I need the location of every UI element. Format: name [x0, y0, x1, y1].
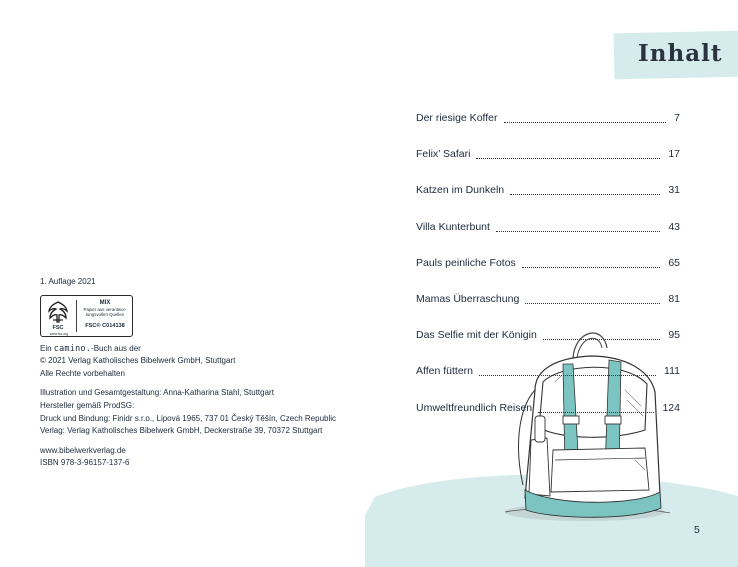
book-from-prefix: Ein: [40, 343, 54, 353]
toc-entry[interactable]: [416, 329, 682, 347]
book-from-line: [40, 343, 360, 356]
toc-entry[interactable]: [416, 221, 682, 239]
toc-entry-page: 65: [668, 256, 680, 269]
toc-leader-dots: [479, 373, 656, 376]
illustration-credit: Illustration und Gesamtgestaltung: Anna-Katharina Stahl, Stuttgart: [40, 388, 274, 398]
toc-entry-title: Mamas Überraschung: [416, 293, 520, 305]
fsc-code: FSC® C014138: [85, 322, 125, 329]
toc-entry-title: Pauls peinliche Fotos: [416, 256, 516, 269]
toc-entry-page: 7: [674, 112, 680, 124]
page-title: Inhalt: [638, 40, 723, 67]
toc-entry-page: 81: [668, 293, 680, 305]
fsc-paper-text: [78, 307, 132, 317]
toc-entry[interactable]: [416, 293, 682, 311]
toc-leader-dots: [496, 229, 660, 232]
book-from-suffix: -Buch aus der: [91, 343, 141, 353]
toc-entry-title: Der riesige Koffer: [416, 112, 498, 124]
toc-leader-dots: [543, 337, 660, 340]
fsc-paper-line2: tungsvollen Quellen: [85, 311, 125, 317]
toc-entry[interactable]: [416, 257, 682, 275]
imprint-block: [40, 276, 360, 470]
toc-entry[interactable]: [416, 402, 682, 420]
print-text: Druck und Bindung: Finidr s.r.o., Lipová 1965, 737 01 Český Těšín, Czech Republic: [40, 413, 337, 423]
toc-leader-dots: [538, 410, 654, 413]
toc-leader-dots: [504, 120, 666, 123]
fsc-logo: [40, 295, 133, 337]
fsc-tree-icon: [46, 300, 70, 326]
toc-entry-page: 111: [664, 365, 680, 378]
toc-entry-title: Villa Kunterbunt: [416, 220, 490, 233]
camino-brand: camino.: [53, 343, 92, 354]
toc-leader-dots: [510, 192, 660, 195]
rights-text: Alle Rechte vorbehalten: [40, 368, 125, 378]
fsc-www: www.fsc.org: [49, 331, 69, 336]
toc-entry-title: Affen füttern: [416, 365, 474, 378]
toc-entry-page: 31: [668, 184, 680, 197]
edition-text: 1. Auflage 2021: [40, 277, 96, 286]
toc-leader-dots: [525, 301, 660, 304]
toc-entry-page: 17: [668, 148, 680, 161]
website-link[interactable]: www.bibelwerkverlag.de: [40, 445, 126, 455]
copyright-text: © 2021 Verlag Katholisches Bibelwerk GmbH, Stuttgart: [40, 356, 236, 366]
toc-entry-page: 95: [668, 329, 680, 342]
toc-leader-dots: [522, 265, 660, 268]
backpack-illustration: [495, 320, 680, 525]
toc-entry-title: Umweltfreundlich Reisen: [416, 401, 533, 414]
toc-entry-title: Das Selfie mit der Königin: [416, 329, 537, 342]
toc-entry-title: Felix’ Safari: [416, 148, 471, 161]
isbn-text: ISBN 978-3-96157-137-6: [40, 458, 130, 468]
toc-entry-title: Katzen im Dunkeln: [416, 184, 505, 197]
fsc-mix: MIX: [99, 299, 111, 306]
fsc-paper-line1: Papier aus verantwor-: [83, 306, 127, 312]
publisher-text: Verlag: Verlag Katholisches Bibelwerk GmbH, Deckerstraße 39, 70372 Stuttgart: [40, 426, 323, 436]
toc-entry[interactable]: [416, 148, 682, 166]
toc-entry-page: 124: [662, 401, 680, 414]
toc-entry[interactable]: [416, 112, 682, 130]
toc-entry-page: 43: [668, 220, 680, 233]
toc-entry[interactable]: [416, 184, 682, 202]
toc-leader-dots: [476, 156, 660, 159]
toc-entry[interactable]: [416, 365, 682, 383]
fsc-divider: [76, 300, 77, 332]
manufacturer-text: Hersteller gemäß ProdSG:: [40, 400, 135, 410]
fsc-mark: FSC: [52, 324, 64, 331]
page-number: 5: [694, 524, 700, 536]
